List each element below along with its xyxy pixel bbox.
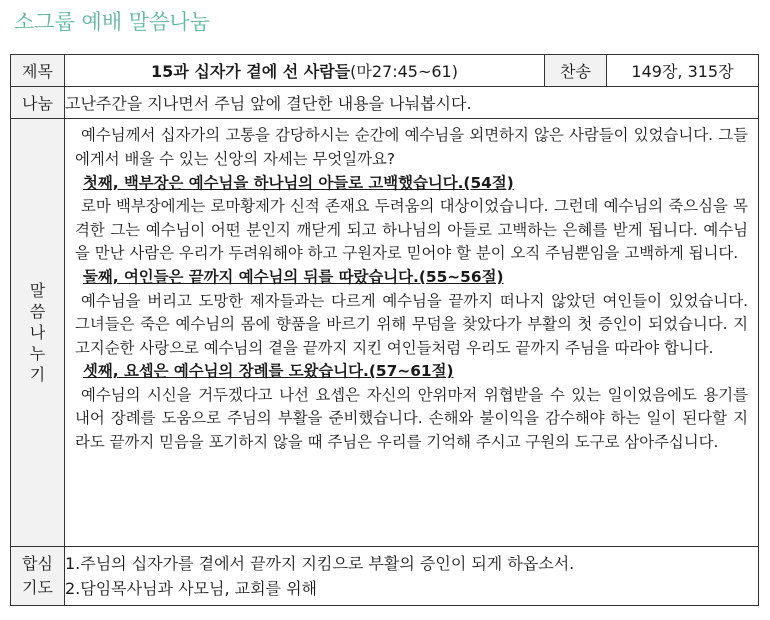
prayer-list — [65, 546, 759, 605]
point-body: 예수님을 버리고 도망한 제자들과는 다르게 예수님을 끝까지 떠나지 않았던 여인들이 있었습니다. 그녀들은 죽은 예수님의 몸에 향품을 바르기 위해 무덤을 찾았다가 부활의 첫 증인이 되었습니다. 지고지순한 사랑으로 예수님의 곁을 끝까지 지킨 여인들처럼 우리도 끝까지 주님을 따라야 합니다. — [75, 291, 748, 357]
page-title: 소그룹 예배 말씀나눔 — [14, 10, 210, 34]
sermon-label-char: 말 — [29, 281, 46, 300]
sermon-label-char: 누 — [29, 344, 46, 363]
sermon-label-char: 기 — [29, 365, 46, 384]
point-heading: 첫째, 백부장은 예수님을 하나님의 아들로 고백했습니다.(54절) — [83, 173, 514, 192]
share-row — [11, 87, 759, 119]
point-body: 로마 백부장에게는 로마황제가 신적 존재요 두려움의 대상이었습니다. 그런데 예수님의 죽으심을 목격한 그는 예수님이 어떤 분인지 깨닫게 되고 하나님의 아들로 고백하는 은혜를 받게 됩니다. 예수님을 만난 사람은 우리가 두려워해야 하고 구원자로 믿어야 할 분이 오직 주님뿐임을 고백하게 됩니다. — [75, 197, 748, 263]
hymn-numbers: 149장, 315장 — [607, 55, 759, 87]
prayer-item: 2.담임목사님과 사모님, 교회를 위해 — [65, 578, 317, 598]
sermon-label — [11, 119, 65, 546]
prayer-label-line: 기도 — [22, 577, 53, 597]
point-body: 예수님의 시신을 거두겠다고 나선 요셉은 자신의 안위마저 위협받을 수 있는 일이었음에도 용기를 내어 장례를 도움으로 주님의 부활을 준비했습니다. 손해와 불이익을 감수해야 하는 일이 된다할 지라도 끝까지 믿음을 포기하지 않을 때 주님은 우리를 기억해 주시고 구원의 도구로 삼아주십니다. — [75, 385, 748, 452]
title-row — [11, 55, 759, 87]
sermon-row — [11, 119, 759, 546]
praise-label: 찬송 — [545, 55, 607, 87]
sermon-label-char: 나 — [29, 323, 46, 342]
worship-sheet-table — [10, 54, 759, 606]
title-label: 제목 — [11, 55, 65, 87]
sermon-title — [65, 55, 545, 87]
share-text: 고난주간을 지나면서 주님 앞에 결단한 내용을 나눠봅시다. — [65, 87, 759, 119]
sermon-title-ref: (마27:45~61) — [350, 62, 458, 82]
prayer-item: 1.주님의 십자가를 곁에서 끝까지 지킴으로 부활의 증인이 되게 하옵소서. — [65, 553, 575, 573]
sermon-title-main: 15과 십자가 곁에 선 사람들 — [151, 62, 351, 82]
sermon-label-char: 씀 — [29, 302, 46, 321]
prayer-label — [11, 546, 65, 605]
share-label: 나눔 — [11, 87, 65, 119]
point-heading: 둘째, 여인들은 끝까지 예수님의 뒤를 따랐습니다.(55~56절) — [83, 267, 504, 286]
intro-paragraph: 예수님께서 십자가의 고통을 감당하시는 순간에 예수님을 외면하지 않은 사람들이 있었습니다. 그들에게서 배울 수 있는 신앙의 자세는 무엇일까요? — [75, 126, 748, 168]
prayer-row — [11, 546, 759, 605]
point-heading: 셋째, 요셉은 예수님의 장례를 도왔습니다.(57~61절) — [83, 362, 454, 381]
sermon-body — [65, 119, 759, 546]
prayer-label-line: 합심 — [22, 553, 53, 573]
